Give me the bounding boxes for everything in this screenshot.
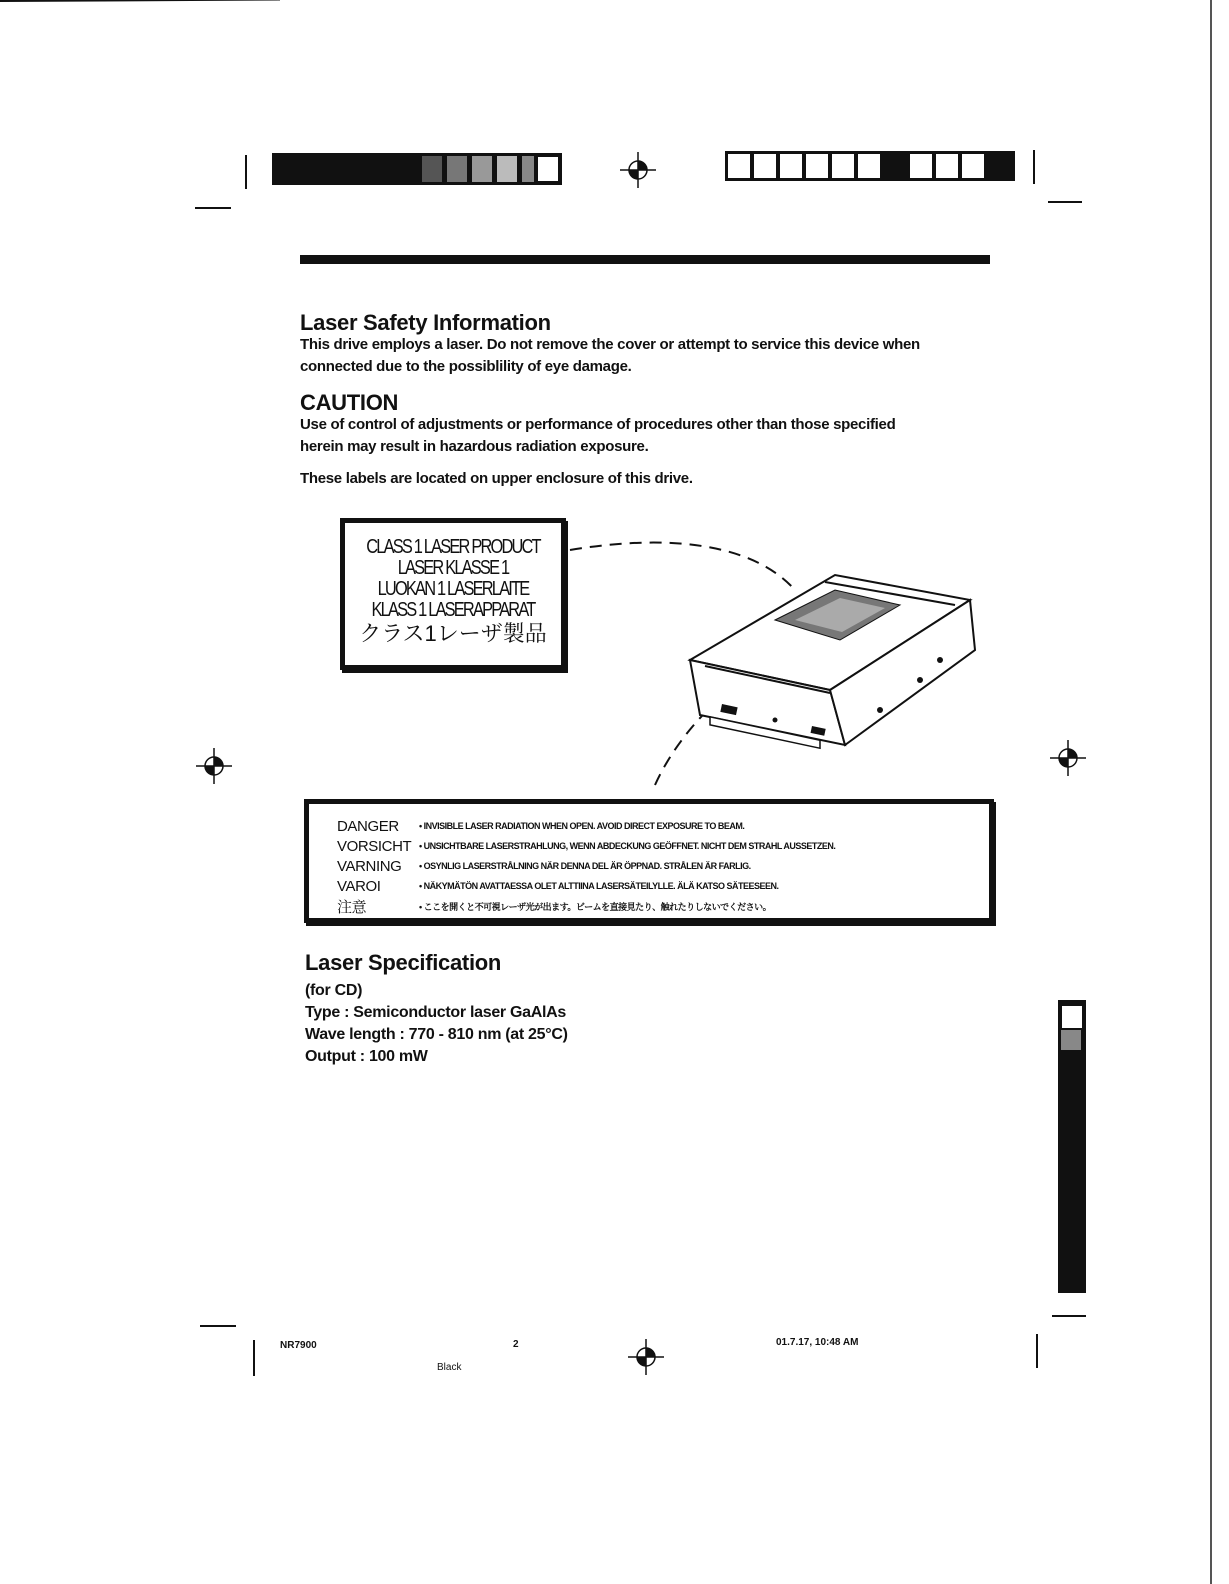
class-label-line-1: CLASS 1 LASER PRODUCT bbox=[366, 536, 540, 558]
footer-color-label: Black bbox=[437, 1362, 462, 1373]
danger-lang-ja: 注意 bbox=[337, 898, 367, 916]
danger-lang-fi: VAROI bbox=[337, 877, 381, 895]
danger-msg-fi: • NÄKYMÄTÖN AVATTAESSA OLET ALTTIINA LASERSÄTEILYLLE. ÄLÄ KATSO SÄTEESEEN. bbox=[419, 881, 779, 891]
footer-timestamp: 01.7.17, 10:48 AM bbox=[776, 1337, 859, 1348]
crop-mark-bottom-right bbox=[1036, 1334, 1038, 1368]
laser-spec-type: Type : Semiconductor laser GaAlAs bbox=[305, 1004, 566, 1021]
danger-row bbox=[337, 836, 989, 856]
class-label-line-5: クラス1レーザ製品 bbox=[359, 621, 547, 646]
danger-row bbox=[337, 816, 989, 836]
class-label-line-2: LASER KLASSE 1 bbox=[397, 557, 509, 579]
crop-mark-bottom-right-h bbox=[1052, 1315, 1086, 1317]
caution-title: CAUTION bbox=[300, 390, 399, 415]
danger-msg-de: • UNSICHTBARE LASERSTRAHLUNG, WENN ABDECKUNG GEÖFFNET. NICHT DEM STRAHL AUSSETZEN. bbox=[419, 841, 836, 851]
crop-mark-top-right-h bbox=[1048, 201, 1082, 203]
crop-mark-bottom-left bbox=[253, 1340, 255, 1376]
laser-safety-intro-line1: This drive employs a laser. Do not remove the cover or attempt to service this device when bbox=[300, 336, 920, 353]
danger-lang-en: DANGER bbox=[337, 817, 399, 835]
scan-edge-top bbox=[0, 0, 280, 2]
laser-spec-output: Output : 100 mW bbox=[305, 1048, 428, 1065]
crop-mark-top-left-h bbox=[195, 207, 231, 209]
crop-mark-top-right bbox=[1033, 150, 1035, 184]
class-label-line-3: LUOKAN 1 LASERLAITE bbox=[377, 578, 529, 600]
danger-msg-sv: • OSYNLIG LASERSTRÅLNING NÄR DENNA DEL ÄR ÖPPNAD. STRÅLEN ÄR FARLIG. bbox=[419, 861, 751, 871]
side-thumb-tab-window bbox=[1061, 1005, 1083, 1029]
crop-mark-bottom-left-h bbox=[200, 1325, 236, 1327]
header-rule bbox=[300, 255, 990, 264]
registration-mark-left bbox=[196, 748, 232, 784]
color-bar-right bbox=[725, 151, 1015, 181]
laser-safety-intro-line2: connected due to the possiblility of eye damage. bbox=[300, 358, 632, 375]
laser-spec-section bbox=[305, 950, 568, 1068]
danger-lang-de: VORSICHT bbox=[337, 837, 412, 855]
footer-page-number: 2 bbox=[513, 1339, 519, 1350]
class-label-line-4: KLASS 1 LASERAPPARAT bbox=[371, 599, 535, 621]
scan-edge-right bbox=[1210, 0, 1212, 1584]
danger-msg-en: • INVISIBLE LASER RADIATION WHEN OPEN. AVOID DIRECT EXPOSURE TO BEAM. bbox=[419, 821, 745, 831]
laser-spec-subtitle: (for CD) bbox=[305, 982, 363, 999]
danger-row bbox=[337, 896, 989, 916]
danger-row bbox=[337, 856, 989, 876]
crop-mark-top-left bbox=[245, 155, 247, 189]
caution-line2: herein may result in hazardous radiation exposure. bbox=[300, 438, 649, 455]
laser-safety-title: Laser Safety Information bbox=[300, 310, 551, 335]
registration-mark-bottom bbox=[628, 1339, 664, 1375]
color-bar-left bbox=[272, 153, 562, 185]
footer-model: NR7900 bbox=[280, 1340, 317, 1351]
danger-warning-label bbox=[304, 799, 994, 923]
side-thumb-tab-gray bbox=[1061, 1030, 1081, 1050]
registration-mark-right bbox=[1050, 740, 1086, 776]
cd-drive-illustration bbox=[560, 530, 1000, 800]
labels-location-note: These labels are located on upper enclosure of this drive. bbox=[300, 470, 693, 487]
danger-row bbox=[337, 876, 989, 896]
class1-laser-label bbox=[340, 518, 566, 670]
caution-line1: Use of control of adjustments or performance of procedures other than those specified bbox=[300, 416, 896, 433]
danger-lang-sv: VARNING bbox=[337, 857, 402, 875]
danger-msg-ja: • ここを開くと不可視レーザ光が出ます。ビームを直接見たり、触れたりしないでください。 bbox=[419, 901, 772, 912]
registration-mark-top bbox=[620, 152, 656, 188]
laser-spec-title: Laser Specification bbox=[305, 950, 502, 975]
laser-spec-wavelength: Wave length : 770 - 810 nm (at 25°C) bbox=[305, 1026, 568, 1043]
